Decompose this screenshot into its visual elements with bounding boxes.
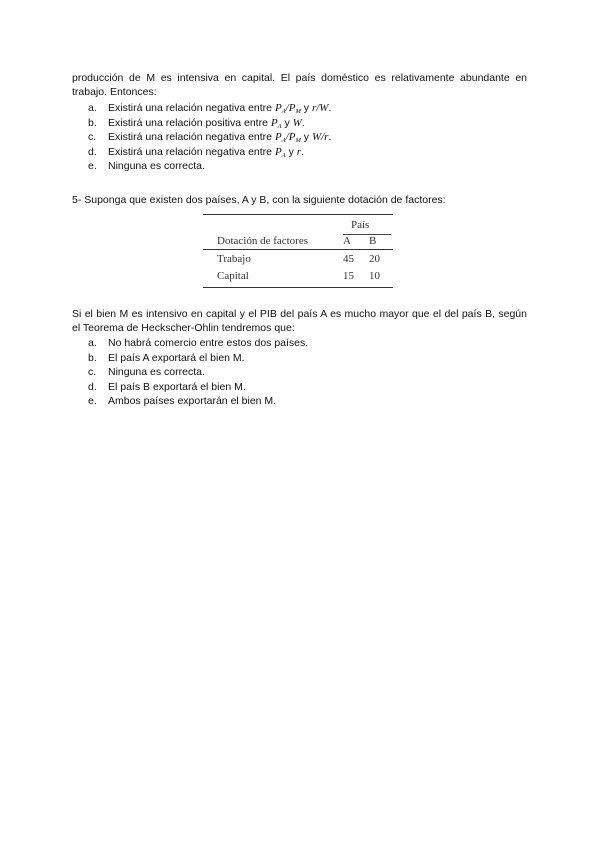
cell-value: 15 xyxy=(343,270,354,282)
cell-value: 45 xyxy=(343,253,354,265)
table-row xyxy=(203,267,393,284)
question-5-body: Si el bien M es intensivo en capital y el PIB del país A es mucho mayor que el del país B, según el Teorema de Heckscher-Ohlin tendremos que: xyxy=(72,308,527,334)
q4-option-e: e. Ninguna es correcta. xyxy=(88,160,205,173)
table-header-row xyxy=(203,232,393,249)
q4-option-b: b. Existirá una relación positiva entre $P_A$ y W. xyxy=(88,116,305,130)
q4-options-list xyxy=(88,101,331,174)
country-group-header: País xyxy=(351,219,370,231)
intro-paragraph: producción de M es intensiva en capital. El país doméstico es relativamente abundante en trabajo. Entonces: xyxy=(72,72,527,98)
table-group-header-row xyxy=(203,215,393,232)
cell-value: 10 xyxy=(369,270,380,282)
table-row xyxy=(203,250,393,267)
q5-option-e: e. Ambos países exportarán el bien M. xyxy=(88,395,277,408)
row-label: Trabajo xyxy=(217,253,251,265)
q4-option-c: c. Existirá una relación negativa entre $P_A/P_M$ y W/r. xyxy=(88,131,332,145)
question-5-prompt: 5- Suponga que existen dos países, A y B, con la siguiente dotación de factores: xyxy=(72,194,446,206)
table-bottom-rule xyxy=(203,287,393,288)
column-header-a: A xyxy=(343,235,351,247)
q5-options-list xyxy=(88,336,308,409)
q4-option-a: a. Existirá una relación negativa entre $P_A/P_M$ y r/W. xyxy=(88,102,332,115)
cell-value: 20 xyxy=(369,253,380,265)
q5-option-c: c. Ninguna es correcta. xyxy=(88,366,205,379)
column-header-factor: Dotación de factores xyxy=(217,235,309,247)
factor-endowment-table xyxy=(203,214,393,288)
q5-option-a: a. No habrá comercio entre estos dos países. xyxy=(88,337,309,349)
row-label: Capital xyxy=(217,270,249,282)
q5-option-d: d. El país B exportará el bien M. xyxy=(88,380,246,393)
q4-option-d: d. Existirá una relación negativa entre $P_A$ y r. xyxy=(88,145,304,159)
column-header-b: B xyxy=(369,235,377,247)
q5-option-b: b. El país A exportará el bien M. xyxy=(88,351,245,364)
